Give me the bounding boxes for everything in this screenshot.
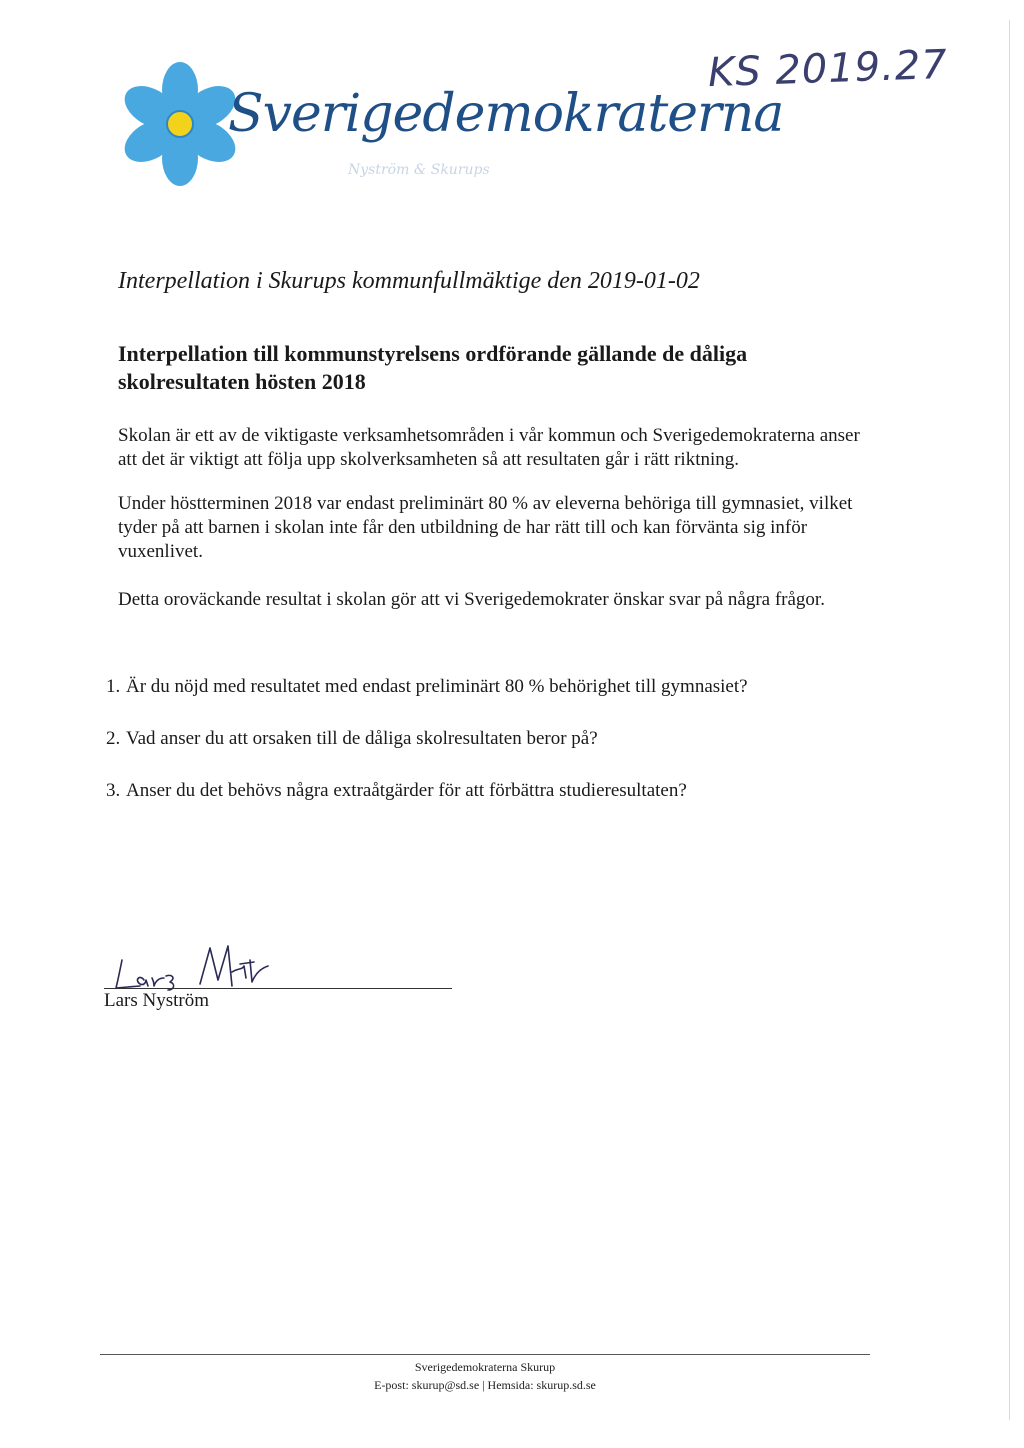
footer-divider	[100, 1354, 870, 1355]
paragraph: Skolan är ett av de viktigaste verksamhetsområden i vår kommun och Sverigedemokraterna anser att det är viktigt att följa upp skolverksamheten så att resultaten går i rätt riktning.	[118, 425, 860, 470]
question-number: 3.	[106, 780, 121, 801]
footer-contact: E-post: skurup@sd.se | Hemsida: skurup.sd.se	[374, 1378, 596, 1392]
question-text: Är du nöjd med resultatet med endast preliminärt 80 % behörighet till gymnasiet?	[126, 676, 748, 697]
registration-stamp: KS 2019.27	[707, 41, 949, 97]
paragraph: Detta oroväckande resultat i skolan gör att vi Sverigedemokrater önskar svar på några frågor.	[118, 589, 825, 610]
signature-line	[104, 988, 452, 989]
signatory-name: Lars Nyström	[104, 990, 210, 1011]
question-number: 2.	[106, 728, 121, 749]
question-list	[106, 676, 866, 832]
question-text: Anser du det behövs några extraåtgärder för att förbättra studieresultaten?	[126, 780, 687, 801]
question-item	[106, 728, 866, 780]
question-item	[106, 780, 866, 832]
question-text: Vad anser du att orsaken till de dåliga skolresultaten beror på?	[126, 728, 598, 749]
question-number: 1.	[106, 676, 121, 697]
paragraph: Under höstterminen 2018 var endast preliminärt 80 % av eleverna behöriga till gymnasiet, vilket tyder på att barnen i skolan inte får den utbildning de har rätt till och kan förvänta sig inför vuxenlivet.	[118, 493, 853, 562]
footer-org: Sverigedemokraterna Skurup	[414, 1360, 556, 1374]
signature-block	[100, 940, 460, 1020]
logo-wordmark: Sverigedemokraterna	[228, 84, 784, 144]
party-logo	[118, 58, 784, 198]
footer	[100, 1358, 870, 1394]
meeting-line: Interpellation i Skurups kommunfullmäktige den 2019-01-02	[118, 268, 700, 294]
question-item	[106, 676, 866, 728]
document-heading: Interpellation till kommunstyrelsens ordförande gällande de dåliga skolresultaten hösten 2018	[118, 341, 748, 394]
logo-subtitle: Nyström & Skurups	[348, 162, 490, 178]
page-edge	[1009, 20, 1010, 1420]
